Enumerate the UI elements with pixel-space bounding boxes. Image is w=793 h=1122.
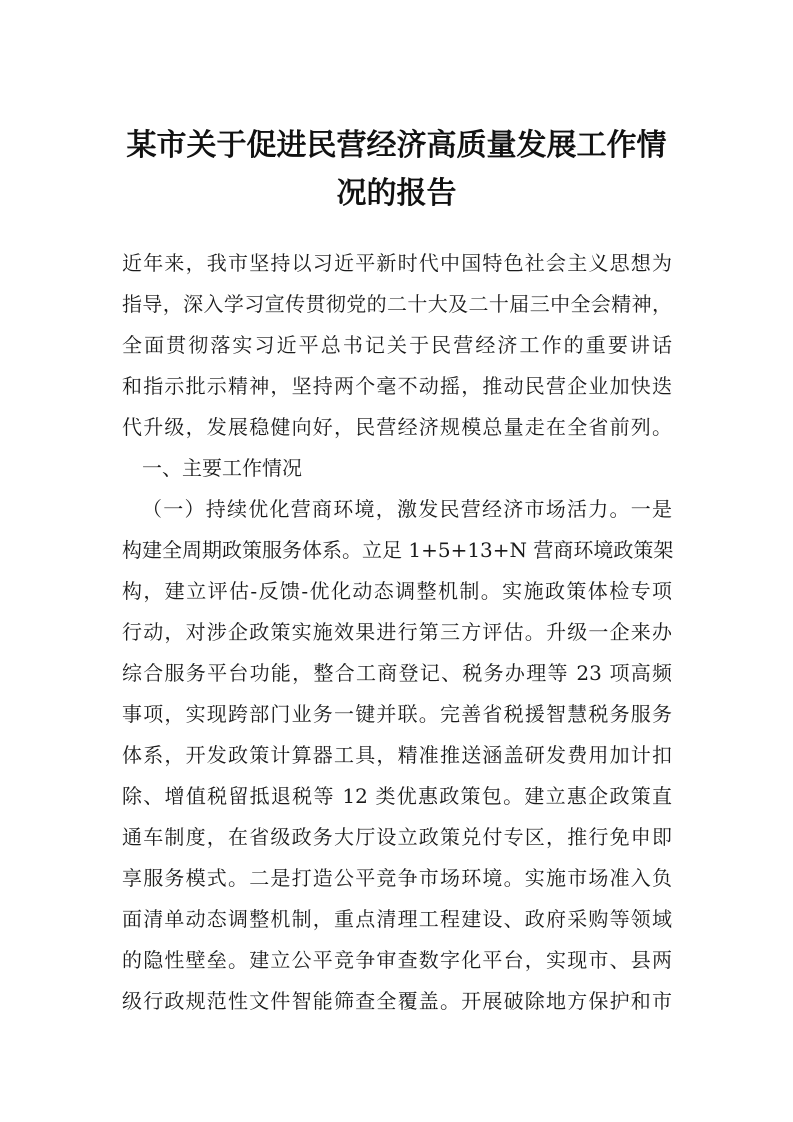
body-line: 指导，深入学习宣传贯彻党的二十大及二十届三中全会精神， <box>122 292 672 316</box>
body-line: 和指示批示精神，坚持两个毫不动摇，推动民营企业加快迭 <box>122 374 672 398</box>
body-line: 全面贯彻落实习近平总书记关于民营经济工作的重要讲话 <box>122 333 672 357</box>
document-title-line-2: 况的报告 <box>336 176 457 211</box>
body-line: 构，建立评估-反馈-优化动态调整机制。实施政策体检专项 <box>122 579 672 603</box>
section-heading: 一、主要工作情况 <box>142 456 302 480</box>
body-line: 行动，对涉企政策实施效果进行第三方评估。升级一企来办 <box>122 620 672 644</box>
body-line: 构建全周期政策服务体系。立足 1+5+13+N 营商环境政策架 <box>122 538 674 562</box>
body-line: 综合服务平台功能，整合工商登记、税务办理等 23 项高频 <box>122 661 672 685</box>
body-line: 享服务模式。二是打造公平竞争市场环境。实施市场准入负 <box>122 866 672 890</box>
body-line: 级行政规范性文件智能筛查全覆盖。开展破除地方保护和市 <box>122 989 672 1013</box>
body-line: 面清单动态调整机制，重点清理工程建设、政府采购等领域 <box>122 907 672 931</box>
body-line: 代升级，发展稳健向好，民营经济规模总量走在全省前列。 <box>122 415 672 439</box>
body-line: 事项，实现跨部门业务一键并联。完善省税援智慧税务服务 <box>122 702 672 726</box>
body-line: 体系，开发政策计算器工具，精准推送涵盖研发费用加计扣 <box>122 743 672 767</box>
subsection-heading-line: （一）持续优化营商环境，激发民营经济市场活力。一是 <box>142 497 672 521</box>
body-line: 近年来，我市坚持以习近平新时代中国特色社会主义思想为 <box>122 251 672 275</box>
body-line: 除、增值税留抵退税等 12 类优惠政策包。建立惠企政策直 <box>122 784 672 808</box>
body-line: 的隐性壁垒。建立公平竞争审查数字化平台，实现市、县两 <box>122 948 672 972</box>
document-title-line-1: 某市关于促进民营经济高质量发展工作情 <box>126 128 667 163</box>
body-line: 通车制度，在省级政务大厅设立政策兑付专区，推行免申即 <box>122 825 672 849</box>
